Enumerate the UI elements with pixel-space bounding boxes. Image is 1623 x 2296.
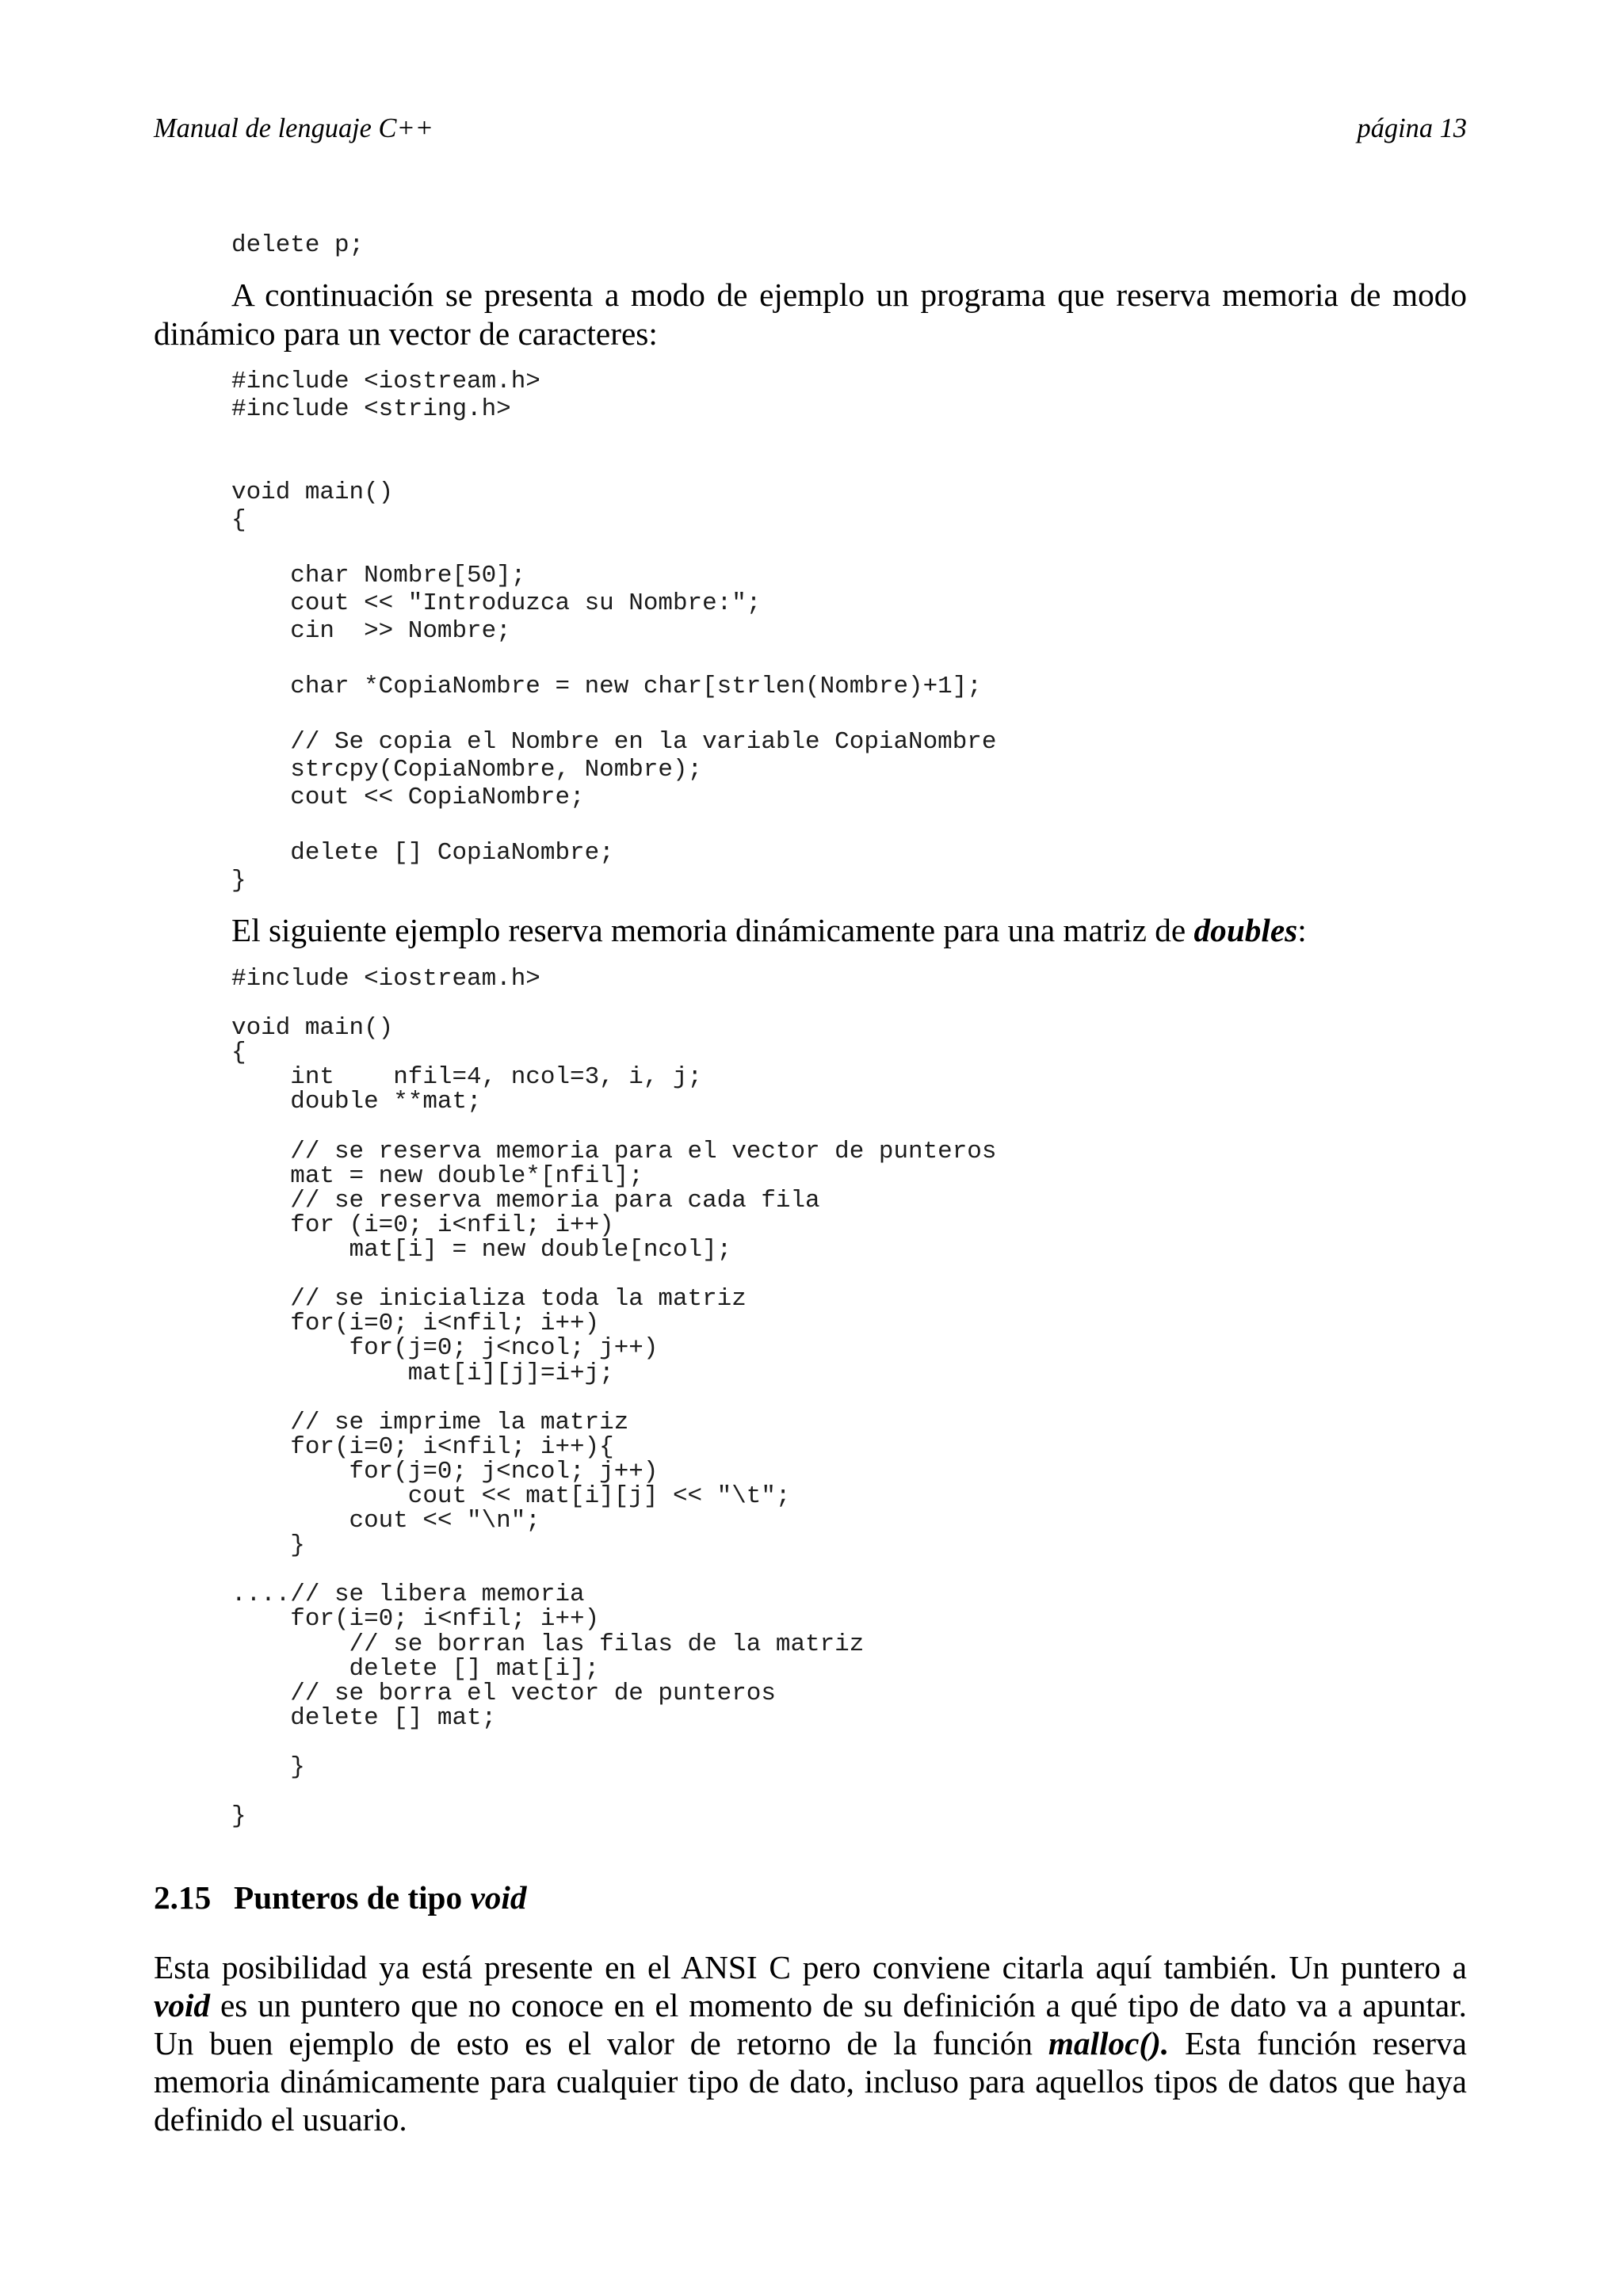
code-line: #include <iostream.h>: [231, 368, 540, 395]
matrix-intro-end: :: [1297, 912, 1307, 948]
code-line: for (i=0; i<nfil; i++): [231, 1211, 614, 1239]
matrix-intro-paragraph: [231, 911, 1467, 950]
code-line: [231, 1386, 996, 1410]
code-line: delete [] mat[i];: [231, 1654, 600, 1683]
code-line: [231, 423, 996, 451]
code-line: ....// se libera memoria: [231, 1581, 585, 1609]
code-line: cin >> Nombre;: [231, 617, 511, 645]
code-line: #include <string.h>: [231, 395, 511, 423]
code-line: {: [231, 1039, 246, 1067]
code-line: }: [231, 1753, 305, 1781]
code-line: for(i=0; i<nfil; i++){: [231, 1432, 614, 1461]
code-line: [231, 1779, 996, 1804]
code-line: [231, 645, 996, 673]
page-number: página 13: [1357, 113, 1467, 143]
emphasis-malloc: malloc().: [1048, 2025, 1170, 2061]
paragraph-text: Esta posibilidad ya está presente en el ANSI C pero conviene citarla aquí también. Un puntero a: [154, 1949, 1467, 1985]
code-line: double **mat;: [231, 1088, 482, 1116]
emphasis-void: void: [154, 1987, 211, 2023]
matrix-intro-text: El siguiente ejemplo reserva memoria dinámicamente para una matriz de: [231, 912, 1194, 948]
code-line: [231, 534, 996, 562]
paragraph-text: Esta función reserva: [1169, 2025, 1467, 2061]
code-line: void main(): [231, 479, 394, 506]
section-number: 2.15: [154, 1879, 212, 1916]
code-line: mat = new double*[nfil];: [231, 1161, 643, 1190]
code-line: [231, 1730, 996, 1755]
code-line: cout << "Introduzca su Nombre:";: [231, 589, 762, 617]
code-line: [231, 991, 996, 1016]
code-line: }: [231, 1802, 246, 1831]
code-example-string-copy: [231, 368, 996, 894]
code-line: cout << mat[i][j] << "\t";: [231, 1482, 791, 1510]
paragraph-text: definido el usuario.: [154, 2101, 407, 2138]
code-line: cout << "\n";: [231, 1507, 540, 1535]
code-line: // se borra el vector de punteros: [231, 1679, 776, 1707]
paragraph-line: [154, 2100, 1467, 2138]
paragraph-text: memoria dinámicamente para cualquier tipo de dato, incluso para aquellos tipos de datos que haya: [154, 2063, 1467, 2100]
code-line: // Se copia el Nombre en la variable CopiaNombre: [231, 728, 997, 756]
code-example-matrix: [231, 967, 996, 1829]
code-line: {: [231, 506, 246, 534]
page-header: [154, 113, 1467, 144]
code-line: }: [231, 867, 246, 894]
code-line: [231, 1115, 996, 1139]
code-line: [231, 451, 996, 479]
paragraph-line: [154, 2024, 1467, 2062]
code-line: mat[i] = new double[ncol];: [231, 1236, 732, 1264]
paragraph-line: [154, 1948, 1467, 1986]
code-line: // se inicializa toda la matriz: [231, 1285, 747, 1314]
section-heading: [154, 1878, 1467, 1917]
code-line: // se reserva memoria para cada fila: [231, 1186, 820, 1215]
code-line: for(j=0; j<ncol; j++): [231, 1457, 659, 1486]
code-line: delete [] mat;: [231, 1703, 497, 1732]
code-line: strcpy(CopiaNombre, Nombre);: [231, 756, 703, 784]
code-line: [231, 1558, 996, 1582]
code-line: delete [] CopiaNombre;: [231, 839, 614, 867]
code-line: // se reserva memoria para el vector de punteros: [231, 1137, 997, 1165]
code-line: delete p;: [231, 231, 365, 259]
header-title: Manual de lenguaje C++: [154, 113, 433, 143]
code-line: void main(): [231, 1014, 394, 1043]
code-line: [231, 1262, 996, 1287]
paragraph-text: es un puntero que no conoce en el momento de su definición a qué tipo de dato va a apuntar.: [210, 1987, 1467, 2023]
emphasis-doubles: doubles: [1193, 912, 1298, 948]
code-line: for(j=0; j<ncol; j++): [231, 1334, 659, 1363]
code-line: [231, 700, 996, 728]
code-line: for(i=0; i<nfil; i++): [231, 1310, 600, 1338]
code-snippet: [231, 231, 364, 259]
code-line: int nfil=4, ncol=3, i, j;: [231, 1063, 703, 1092]
code-line: }: [231, 1531, 305, 1560]
code-line: char Nombre[50];: [231, 562, 526, 589]
code-line: cout << CopiaNombre;: [231, 784, 585, 811]
code-line: [231, 811, 996, 839]
paragraph-text: Un buen ejemplo de esto es el valor de retorno de la función: [154, 2025, 1048, 2061]
paragraph-line: [154, 2062, 1467, 2100]
section-title-emphasis: void: [470, 1879, 527, 1916]
paragraph-line: dinámico para un vector de caracteres:: [154, 315, 658, 352]
code-line: mat[i][j]=i+j;: [231, 1359, 614, 1387]
code-line: for(i=0; i<nfil; i++): [231, 1605, 600, 1634]
code-line: #include <iostream.h>: [231, 965, 540, 993]
code-line: // se imprime la matriz: [231, 1408, 629, 1436]
section-title: Punteros de tipo: [234, 1879, 471, 1916]
paragraph-line: [154, 1986, 1467, 2024]
code-line: // se borran las filas de la matriz: [231, 1630, 865, 1658]
section-paragraph: [154, 1948, 1467, 2138]
paragraph-line: A continuación se presenta a modo de ejemplo un programa que reserva memoria de modo: [231, 277, 1467, 313]
code-line: char *CopiaNombre = new char[strlen(Nombre)+1];: [231, 673, 982, 700]
intro-paragraph: [154, 276, 1467, 353]
